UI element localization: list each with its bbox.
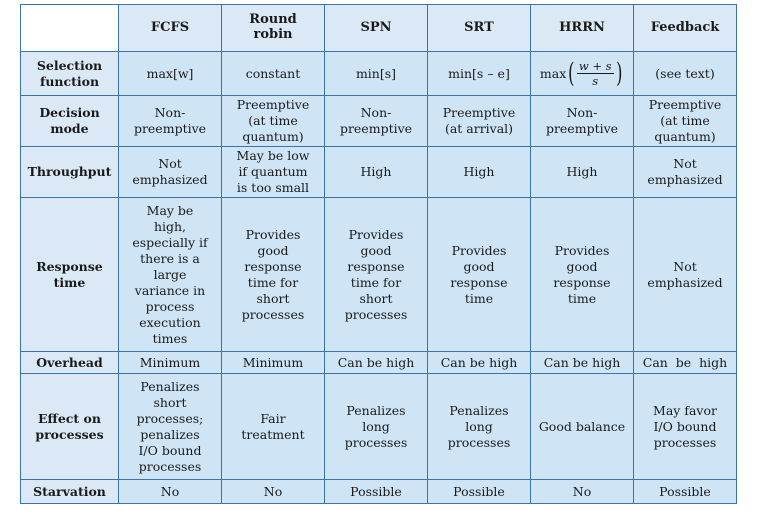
cell-round-robin: Fair treatment (222, 374, 325, 480)
cell-hrrn: No (531, 480, 634, 504)
cell-fcfs: Not emphasized (119, 147, 222, 198)
cell-round-robin: Minimum (222, 352, 325, 374)
col-header-hrrn: HRRN (531, 5, 634, 52)
cell-spn: Provides good response time for short processes (325, 198, 428, 352)
cell-round-robin: Preemptive (at time quantum) (222, 96, 325, 147)
col-header-feedback: Feedback (634, 5, 737, 52)
cell-spn: Non- preemptive (325, 96, 428, 147)
cell-fcfs: max[w] (119, 52, 222, 96)
row-header: Effect on processes (21, 374, 119, 480)
col-header-srt: SRT (428, 5, 531, 52)
cell-srt: min[s – e] (428, 52, 531, 96)
row-starvation (21, 480, 737, 504)
cell-fcfs: Minimum (119, 352, 222, 374)
header-row (21, 5, 737, 52)
right-paren: ) (615, 58, 622, 89)
col-header-round-robin: Round robin (222, 5, 325, 52)
row-overhead (21, 352, 737, 374)
cell-spn: min[s] (325, 52, 428, 96)
formula-fraction (577, 60, 614, 87)
cell-hrrn: Non- preemptive (531, 96, 634, 147)
cell-spn: High (325, 147, 428, 198)
cell-feedback: Can be high (634, 352, 737, 374)
cell-feedback: (see text) (634, 52, 737, 96)
cell-fcfs: Non- preemptive (119, 96, 222, 147)
cell-fcfs: Penalizes short processes; penalizes I/O bound processes (119, 374, 222, 480)
row-header: Decision mode (21, 96, 119, 147)
cell-round-robin: constant (222, 52, 325, 96)
left-paren: ( (568, 58, 575, 89)
row-header: Response time (21, 198, 119, 352)
cell-hrrn: Can be high (531, 352, 634, 374)
cell-fcfs: May be high, especially if there is a large variance in process execution times (119, 198, 222, 352)
cell-feedback: Not emphasized (634, 198, 737, 352)
cell-hrrn (531, 52, 634, 96)
col-header-fcfs: FCFS (119, 5, 222, 52)
cell-spn: Possible (325, 480, 428, 504)
row-throughput (21, 147, 737, 198)
cell-feedback: Possible (634, 480, 737, 504)
formula-denominator: s (592, 74, 599, 88)
row-header: Selection function (21, 52, 119, 96)
cell-srt: High (428, 147, 531, 198)
corner-cell (21, 5, 119, 52)
cell-hrrn: High (531, 147, 634, 198)
cell-srt: Possible (428, 480, 531, 504)
row-selection-function (21, 52, 737, 96)
cell-feedback: May favor I/O bound processes (634, 374, 737, 480)
row-header: Throughput (21, 147, 119, 198)
formula-numerator: w + s (578, 58, 612, 73)
cell-srt: Provides good response time (428, 198, 531, 352)
cell-srt: Can be high (428, 352, 531, 374)
row-effect-on-processes (21, 374, 737, 480)
cell-feedback: Preemptive (at time quantum) (634, 96, 737, 147)
scheduling-comparison-table (20, 4, 737, 504)
cell-hrrn: Good balance (531, 374, 634, 480)
cell-hrrn: Provides good response time (531, 198, 634, 352)
row-header: Overhead (21, 352, 119, 374)
cell-round-robin: May be low if quantum is too small (222, 147, 325, 198)
row-response-time (21, 198, 737, 352)
row-header: Starvation (21, 480, 119, 504)
cell-srt: Preemptive (at arrival) (428, 96, 531, 147)
cell-spn: Penalizes long processes (325, 374, 428, 480)
cell-fcfs: No (119, 480, 222, 504)
cell-round-robin: Provides good response time for short processes (222, 198, 325, 352)
hrrn-formula (540, 60, 624, 87)
formula-func: max (539, 65, 567, 81)
cell-spn: Can be high (325, 352, 428, 374)
row-decision-mode (21, 96, 737, 147)
cell-round-robin: No (222, 480, 325, 504)
cell-feedback: Not emphasized (634, 147, 737, 198)
cell-srt: Penalizes long processes (428, 374, 531, 480)
col-header-spn: SPN (325, 5, 428, 52)
